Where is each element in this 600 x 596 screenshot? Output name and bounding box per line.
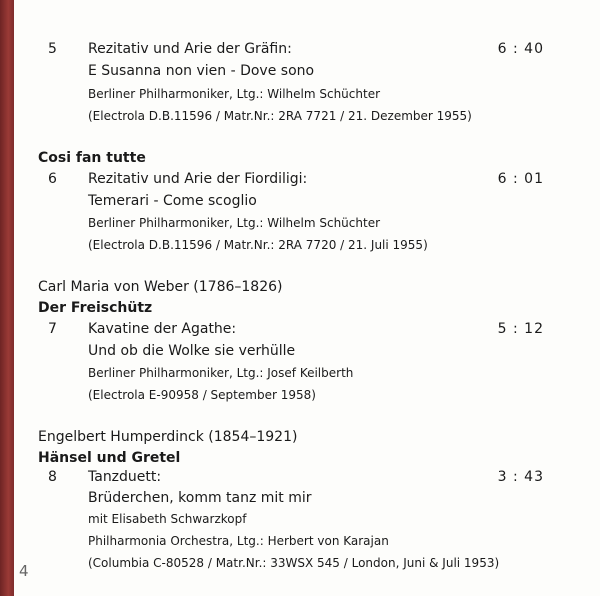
- track-subtitle: Und ob die Wolke sie verhülle: [88, 343, 296, 359]
- track-subtitle: Temerari - Come scoglio: [88, 193, 257, 209]
- track-subtitle: E Susanna non vien - Dove sono: [88, 63, 315, 79]
- track-number: 6: [48, 171, 57, 187]
- track-recording-info: (Electrola E-90958 / September 1958): [88, 388, 316, 402]
- track-performers: Berliner Philharmoniker, Ltg.: Wilhelm Schüchter: [88, 87, 381, 101]
- track-number: 7: [48, 321, 57, 337]
- track-duration: 3 : 43: [497, 469, 544, 485]
- track-title: Rezitativ und Arie der Gräfin:: [88, 41, 292, 57]
- track-performers: Berliner Philharmoniker, Ltg.: Josef Keilberth: [88, 366, 354, 380]
- track-number: 5: [48, 41, 57, 57]
- work-heading: Cosi fan tutte: [38, 150, 146, 166]
- page-edge-strip: [0, 0, 14, 596]
- track-duration: 6 : 40: [497, 41, 544, 57]
- work-heading: Hänsel und Gretel: [38, 450, 181, 466]
- track-title: Tanzduett:: [88, 469, 162, 485]
- track-guest: mit Elisabeth Schwarzkopf: [88, 512, 247, 526]
- track-recording-info: (Electrola D.B.11596 / Matr.Nr.: 2RA 7721 / 21. Dezember 1955): [88, 109, 472, 123]
- track-subtitle: Brüderchen, komm tanz mit mir: [88, 490, 312, 506]
- track-recording-info: (Columbia C-80528 / Matr.Nr.: 33WSX 545 / London, Juni & Juli 1953): [88, 556, 500, 570]
- page-number: 4: [19, 562, 29, 580]
- track-recording-info: (Electrola D.B.11596 / Matr.Nr.: 2RA 7720 / 21. Juli 1955): [88, 238, 428, 252]
- composer-heading: Carl Maria von Weber (1786–1826): [38, 279, 283, 295]
- work-heading: Der Freischütz: [38, 300, 153, 316]
- track-performers: Philharmonia Orchestra, Ltg.: Herbert von Karajan: [88, 534, 389, 548]
- track-title: Rezitativ und Arie der Fiordiligi:: [88, 171, 308, 187]
- composer-heading: Engelbert Humperdinck (1854–1921): [38, 429, 298, 445]
- track-title: Kavatine der Agathe:: [88, 321, 237, 337]
- track-performers: Berliner Philharmoniker, Ltg.: Wilhelm Schüchter: [88, 216, 381, 230]
- track-duration: 5 : 12: [497, 321, 544, 337]
- track-duration: 6 : 01: [497, 171, 544, 187]
- track-number: 8: [48, 469, 57, 485]
